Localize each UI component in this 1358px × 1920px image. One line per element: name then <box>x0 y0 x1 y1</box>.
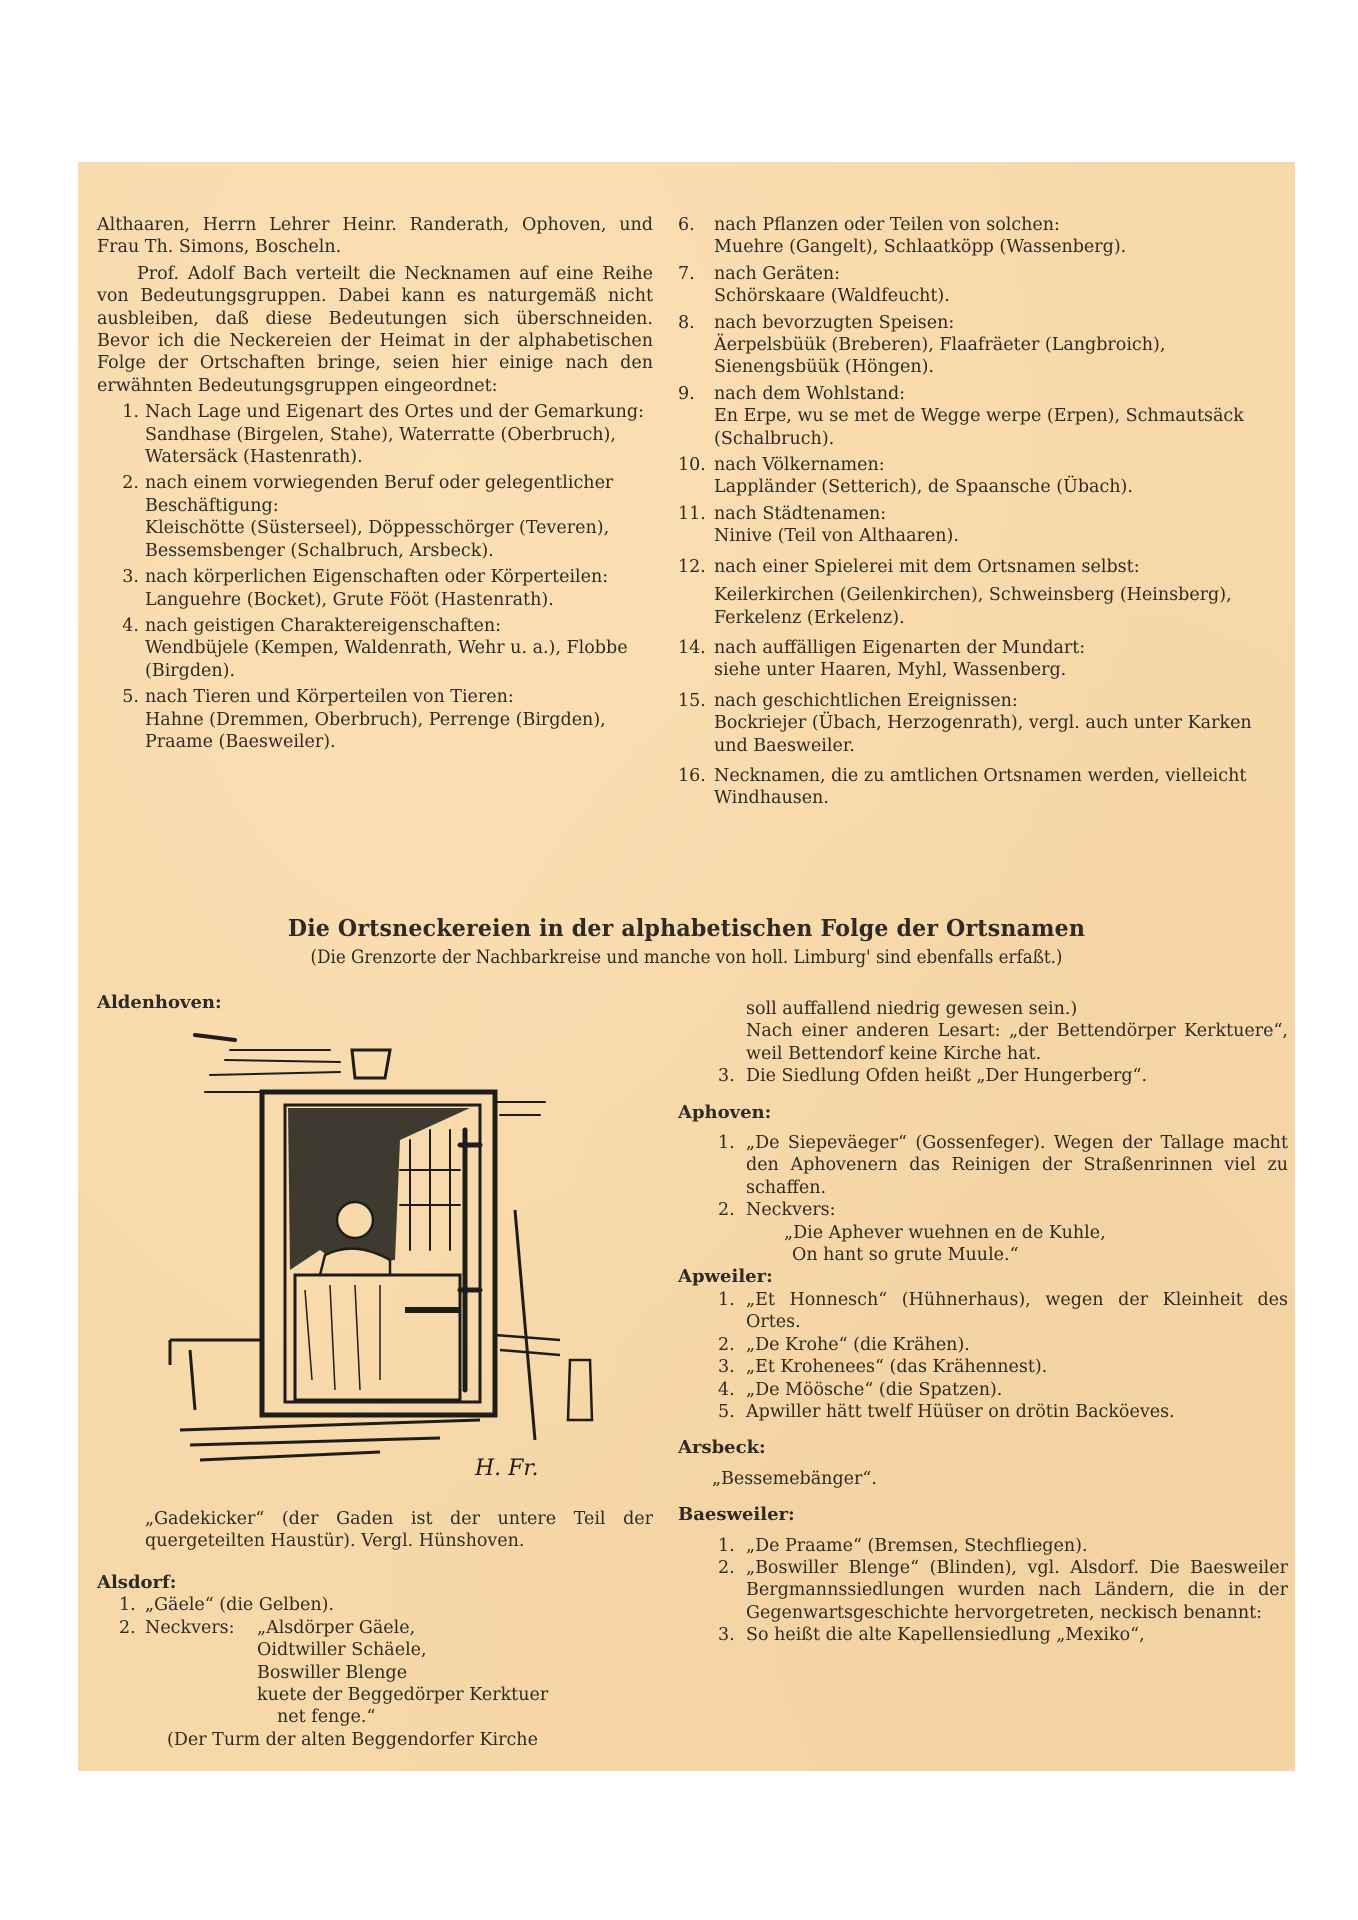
verse-line: kuete der Beggedörper Kerktuer <box>257 1685 549 1706</box>
list-item: 2. „De Krohe“ (die Krähen). <box>718 1334 970 1355</box>
list-item: 3. Die Siedlung Ofden heißt „Der Hungerberg“. <box>718 1066 1148 1087</box>
intro-paragraph: Prof. Adolf Bach verteilt die Necknamen auf eine Reihe von Bedeutungsgruppen. Dabei kann es naturgemäß nicht ausbleiben, daß diese Bedeutungen sich überschneiden. Bevor ich die Neckereien der Heimat in der alphabetischen Folge der Ortschaften bringe, seien hier einige nach den erwähnten Bedeutungsgruppen eingeordnet: <box>97 263 653 396</box>
group-item: 12. nach einer Spielerei mit dem Ortsnamen selbst: Keilerkirchen (Geilenkirchen), Schweinsberg (Heinsberg), Ferkelenz (Erkelenz). <box>678 556 1232 628</box>
door-illustration <box>140 1020 620 1500</box>
group-item: 10. nach Völkernamen: Lappländer (Setterich), de Spaansche (Übach). <box>678 455 1133 498</box>
list-item: 2. „Boswiller Blenge“ (Blinden), vgl. Alsdorf. Die Baesweiler Bergmannssiedlungen wurden nach Ländern, die in der Gegenwartsgeschichte hervorgetreten, neckisch benannt: <box>718 1557 1288 1623</box>
list-item: 1. „Gäele“ (die Gelben). <box>119 1595 334 1616</box>
alsdorf-verse <box>97 1639 653 1729</box>
artist-signature: H. Fr. <box>475 1456 539 1481</box>
figure-head <box>337 1202 373 1238</box>
list-item: 2. Neckvers: <box>718 1200 836 1221</box>
door-shadow <box>288 1108 470 1270</box>
group-item: 5. nach Tieren und Körperteilen von Tieren: Hahne (Dremmen, Oberbruch), Perrenge (Birgden), Praame (Baesweiler). <box>122 687 606 752</box>
aldenhoven-nickname: „Gadekicker“ (der Gaden ist der untere Teil der quergeteilten Haustür). Vergl. Hünshoven. <box>145 1509 653 1552</box>
group-item: 2. nach einem vorwiegenden Beruf oder gelegentlicher Beschäftigung: Kleischötte (Süsterseel), Döppesschörger (Teveren), Bessemsbenger (Schalbruch, Arsbeck). <box>122 473 614 561</box>
group-item: 1. Nach Lage und Eigenart des Ortes und der Gemarkung: Sandhase (Birgelen, Stahe), Waterratte (Oberbruch), Watersäck (Hastenrath). <box>122 402 644 468</box>
place-name-apweiler: Apweiler: <box>678 1266 773 1288</box>
verse-line: On hant so grute Muule.“ <box>792 1245 1019 1266</box>
credits-text: Althaaren, Herrn Lehrer Heinr. Randerath, Ophoven, und Frau Th. Simons, Boscheln. <box>97 215 653 258</box>
group-item: 15. nach geschichtlichen Ereignissen: Bockriejer (Übach, Herzogenrath), vergl. auch unter Karken und Baesweiler. <box>678 690 1252 756</box>
verse-line: Boswiller Blenge <box>257 1662 408 1683</box>
place-name-baesweiler: Baesweiler: <box>678 1504 795 1526</box>
verse-line: „Alsdörper Gäele, <box>257 1617 416 1638</box>
group-item: 7. nach Geräten: Schörskaare (Waldfeucht). <box>678 263 950 307</box>
aldenhoven-entry <box>97 992 653 1014</box>
list-item: 5. Apwiller hätt twelf Hüüser on drötin Backöeves. <box>718 1401 1175 1422</box>
intro-column <box>97 214 653 757</box>
meaning-groups-right <box>678 214 1278 810</box>
place-name-arsbeck: Arsbeck: <box>678 1437 766 1459</box>
place-name-aphoven: Aphoven: <box>678 1101 772 1123</box>
sketch-line <box>305 1285 380 1390</box>
aldenhoven-caption <box>97 1508 653 1553</box>
group-item: 9. nach dem Wohlstand: En Erpe, wu se met de Wegge werpe (Erpen), Schmautsäck (Schalbruch). <box>678 383 1244 449</box>
entries-right-column <box>678 998 1288 1647</box>
verse-line: net fenge.“ <box>277 1707 376 1728</box>
list-item: 4. „De Möösche“ (die Spatzen). <box>718 1379 1003 1400</box>
list-item: 1. „De Praame“ (Bremsen, Stechfliegen). <box>718 1535 1088 1556</box>
door-hinge <box>460 1130 480 1390</box>
wall-left <box>170 1340 262 1410</box>
sketch-line <box>210 1050 340 1075</box>
chimney-icon <box>352 1050 390 1078</box>
group-item: 11. nach Städtenamen: Ninive (Teil von Althaaren). <box>678 503 959 547</box>
groups-column <box>678 214 1278 814</box>
alsdorf-entry <box>97 1572 653 1751</box>
broom <box>515 1210 535 1440</box>
group-item: 6. nach Pflanzen oder Teilen von solchen: Muehre (Gangelt), Schlaatköpp (Wassenberg). <box>678 215 1127 258</box>
group-item: 3. nach körperlichen Eigenschaften oder Körperteilen: Languehre (Bocket), Grute Fööt (Hastenrath). <box>122 567 609 610</box>
sketch-line <box>195 1035 235 1040</box>
alsdorf-reading: Nach einer anderen Lesart: „der Bettendörper Kerktuere“, weil Bettendorf keine Kirche hat. <box>746 1021 1288 1064</box>
list-item: 1. „De Siepeväeger“ (Gossenfeger). Wegen der Tallage macht den Aphovenern das Reinigen der Straßenrinnen viel zu schaffen. <box>718 1133 1288 1198</box>
window-grid <box>400 1130 460 1250</box>
section-title: Die Ortsneckereien in der alphabetischen Folge der Ortsnamen <box>287 914 1086 942</box>
list-item: 1. „Et Honnesch“ (Hühnerhaus), wegen der Kleinheit des Ortes. <box>718 1289 1288 1333</box>
place-name-aldenhoven: Aldenhoven: <box>97 992 222 1013</box>
list-item: 3. So heißt die alte Kapellensiedlung „Mexiko“, <box>718 1625 1145 1646</box>
lantern <box>568 1360 592 1420</box>
ground-hatching <box>180 1420 480 1460</box>
alsdorf-note: (Der Turm der alten Beggendorfer Kirche <box>167 1729 538 1750</box>
lower-door <box>295 1275 460 1400</box>
verse-line: „Die Aphever wuehnen en de Kuhle, <box>784 1222 1106 1243</box>
arsbeck-nickname: „Bessemebänger“. <box>712 1468 877 1489</box>
group-item: 8. nach bevorzugten Speisen: Äerpelsbüük (Breberen), Flaafräeter (Langbroich), Sienengsbüük (Höngen). <box>678 312 1166 378</box>
list-item: 3. „Et Krohenees“ (das Krähennest). <box>718 1357 1048 1378</box>
verse-line: Oidtwiller Schäele, <box>257 1640 427 1661</box>
place-name-alsdorf: Alsdorf: <box>97 1572 177 1593</box>
document-page <box>78 162 1295 1771</box>
section-subtitle: (Die Grenzorte der Nachbarkreise und manche von holl. Limburg' sind ebenfalls erfaßt.) <box>310 946 1063 968</box>
aphoven-verse <box>678 1222 1288 1267</box>
list-item: 2. Neckvers: „Alsdörper Gäele, <box>119 1617 416 1638</box>
group-item: 16. Necknamen, die zu amtlichen Ortsnamen werden, vielleicht Windhausen. <box>678 765 1247 809</box>
alsdorf-note-continued: soll auffallend niedrig gewesen sein.) <box>746 999 1078 1019</box>
meaning-groups-left <box>97 401 653 753</box>
group-item: 14. nach auffälligen Eigenarten der Mundart: siehe unter Haaren, Myhl, Wassenberg. <box>678 637 1086 681</box>
group-item: 4. nach geistigen Charaktereigenschaften: Wendbüjele (Kempen, Waldenrath, Wehr u. a.), Flobbe (Birgden). <box>122 615 628 681</box>
section-heading <box>78 914 1295 968</box>
